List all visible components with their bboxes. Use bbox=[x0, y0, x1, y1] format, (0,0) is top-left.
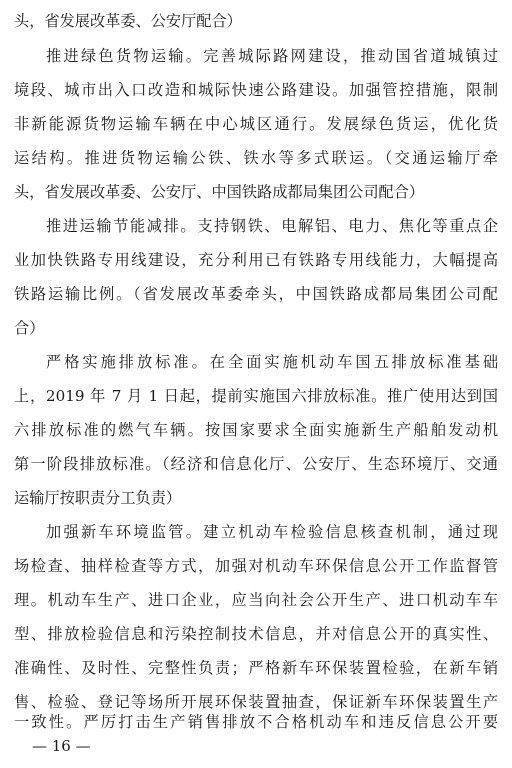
text-line: 推进绿色货物运输。完善城际路网建设，推动国省道城镇过 bbox=[46, 47, 498, 65]
text-line: 理。机动车生产、进口企业，应当向社会公开生产、进口机动车车 bbox=[14, 591, 498, 609]
text-line: 头，省发展改革委、公安厅配合） bbox=[14, 12, 242, 30]
text-line: 加强新车环境监管。建立机动车检验信息核查机制，通过现 bbox=[46, 523, 498, 541]
text-line: 六排放标准的燃气车辆。按国家要求全面实施新生产船舶发动机 bbox=[14, 421, 498, 439]
text-line: 严格实施排放标准。在全面实施机动车国五排放标准基础 bbox=[46, 353, 498, 371]
text-line: 售、检验、登记等场所开展环保装置抽查，保证新车环保装置生产 bbox=[14, 693, 498, 711]
text-line: 非新能源货物运输车辆在中心城区通行。发展绿色货运，优化货 bbox=[14, 115, 498, 133]
text-line: 合） bbox=[14, 319, 45, 337]
page-number: — 16 — bbox=[32, 737, 91, 755]
text-line: 准确性、及时性、完整性负责；严格新车环保装置检验，在新车销 bbox=[14, 659, 498, 677]
text-line: 头，省发展改革委、公安厅、中国铁路成都局集团公司配合） bbox=[14, 183, 425, 201]
text-line: 运输厅按职责分工负责） bbox=[14, 489, 182, 507]
text-line: 一致性。严厉打击生产销售排放不合格机动车和违反信息公开要 bbox=[14, 713, 498, 731]
text-line: 业加快铁路专用线建设，充分利用已有铁路专用线能力，大幅提高 bbox=[14, 251, 498, 269]
text-line: 场检查、抽样检查等方式，加强对机动车环保信息公开工作监督管 bbox=[14, 557, 498, 575]
text-line: 铁路运输比例。（省发展改革委牵头，中国铁路成都局集团公司配 bbox=[14, 285, 498, 303]
text-line: 境段、城市出入口改造和城际快速公路建设。加强管控措施，限制 bbox=[14, 81, 498, 99]
text-line: 运结构。推进货物运输公铁、铁水等多式联运。（交通运输厅牵 bbox=[14, 149, 498, 167]
text-line: 第一阶段排放标准。（经济和信息化厅、公安厅、生态环境厅、交通 bbox=[14, 455, 498, 473]
text-line: 型、排放检验信息和污染控制技术信息，并对信息公开的真实性、 bbox=[14, 625, 498, 643]
text-line: 推进运输节能减排。支持钢铁、电解铝、电力、焦化等重点企 bbox=[46, 217, 498, 235]
text-line: 上，2019 年 7 月 1 日起，提前实施国六排放标准。推广使用达到国 bbox=[14, 387, 498, 405]
